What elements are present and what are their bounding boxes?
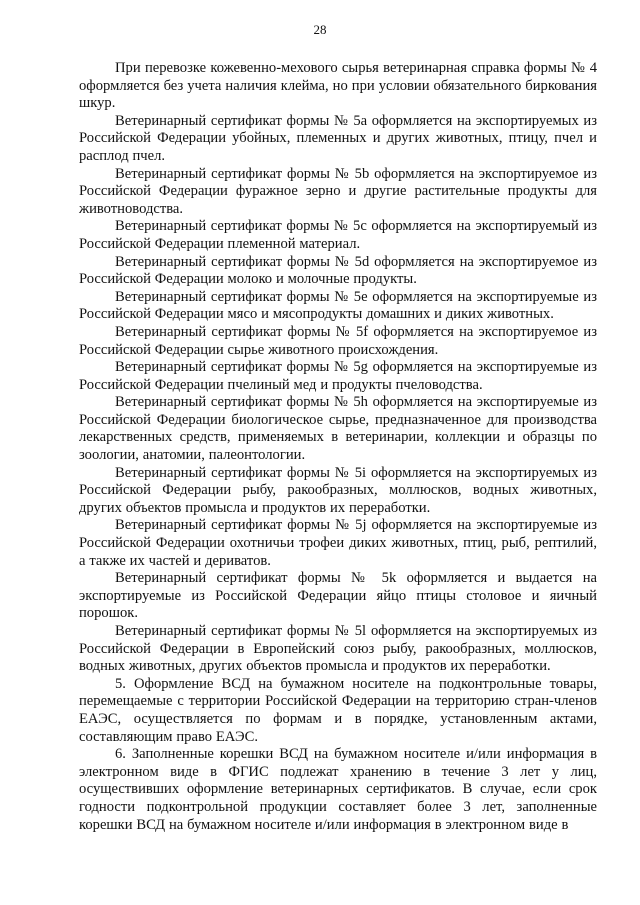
paragraph-item-6: 6. Заполненные корешки ВСД на бумажном носителе и/или информация в электронном виде в ФГИС подлежат хранению в течение 3 лет у лиц, осуществивших оформление ветеринарных сертификатов. В случае, если срок годности подконтрольной продукции составляет более 3 лет, заполненные корешки ВСД на бумажном носителе и/или информация в электронном виде в xyxy=(79,746,597,833)
page-number: 28 xyxy=(313,22,327,37)
paragraph-form5i: Ветеринарный сертификат формы № 5i оформляется на экспортируемых из Российской Федерации рыбу, ракообразных, моллюсков, водных животных, других объектов промысла и продуктов их переработки. xyxy=(79,464,597,516)
paragraph-form5j: Ветеринарный сертификат формы № 5j оформляется на экспортируемые из Российской Федерации охотничьи трофеи диких животных, птиц, рыб, рептилий, а также их частей и дериватов. xyxy=(79,517,597,569)
paragraph-form5g: Ветеринарный сертификат формы № 5g оформляется на экспортируемые из Российской Федерации пчелиный мед и продукты пчеловодства. xyxy=(79,359,597,393)
paragraph-form5h: Ветеринарный сертификат формы № 5h оформляется на экспортируемые из Российской Федерации биологическое сырье, предназначенное для производства лекарственных средств, применяемых в ветеринарии, коллекции и образцы по зоологии, анатомии, палеонтологии. xyxy=(79,394,597,464)
paragraph-form5f: Ветеринарный сертификат формы № 5f оформляется на экспортируемое из Российской Федерации сырье животного происхождения. xyxy=(79,323,597,358)
paragraph-form5d: Ветеринарный сертификат формы № 5d оформляется на экспортируемое из Российской Федерации молоко и молочные продукты. xyxy=(79,253,597,288)
paragraph-form5a: Ветеринарный сертификат формы № 5а оформляется на экспортируемых из Российской Федерации убойных, племенных и других животных, птицу, пчел и расплод пчел. xyxy=(79,112,597,164)
paragraph-form5b: Ветеринарный сертификат формы № 5b оформляется на экспортируемое из Российской Федерации фуражное зерно и другие растительные продукты для животноводства. xyxy=(79,165,597,217)
paragraph-item-5: 5. Оформление ВСД на бумажном носителе на подконтрольные товары, перемещаемые с территории Российской Федерации на территорию стран-членов ЕАЭС, осуществляется по формам и в порядке, установленным актами, составляющим право ЕАЭС. xyxy=(79,675,597,745)
paragraph-form5c: Ветеринарный сертификат формы № 5c оформляется на экспортируемый из Российской Федерации племенной материал. xyxy=(79,218,597,252)
paragraph-form4-hides: При перевозке кожевенно-мехового сырья ветеринарная справка формы № 4 оформляется без учета наличия клейма, но при условии обязательного биркования шкур. xyxy=(79,60,597,112)
document-body xyxy=(79,60,597,834)
paragraph-form5e: Ветеринарный сертификат формы № 5е оформляется на экспортируемые из Российской Федерации мясо и мясопродукты домашних и диких животных. xyxy=(79,288,597,323)
paragraph-form5l: Ветеринарный сертификат формы № 5l оформляется на экспортируемых из Российской Федерации в Европейский союз рыбу, ракообразных, моллюсков, водных животных, других объектов промысла и продуктов их переработки. xyxy=(79,623,597,675)
paragraph-form5k: Ветеринарный сертификат формы № 5k оформляется и выдается на экспортируемые из Российской Федерации яйцо птицы столовое и яичный порошок. xyxy=(79,570,597,622)
